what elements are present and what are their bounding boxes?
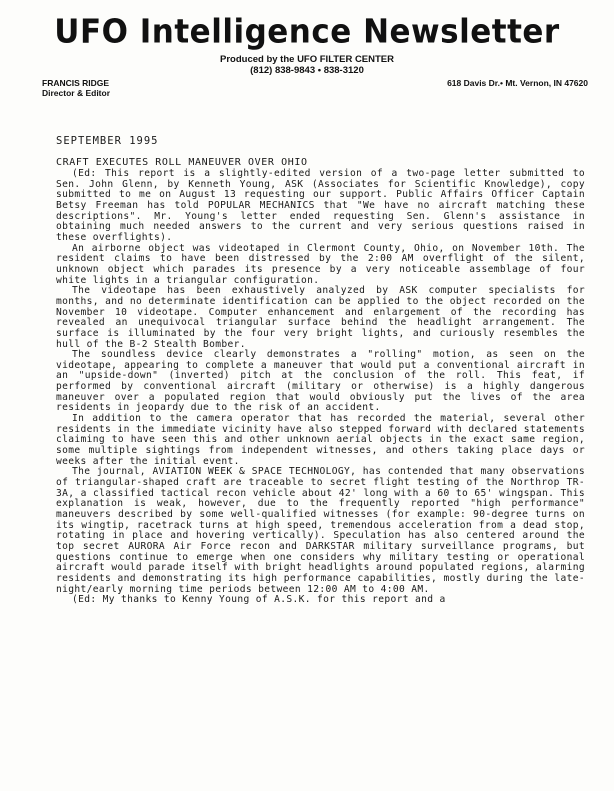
article-paragraph: The soundless device clearly demonstrates a "rolling" motion, as seen on the videotape, appearing to complete a maneuver that would put a conventional aircraft in an "upside-down" (inverted) pitch at the conclusion of the roll. This feat, if performed by conventional aircraft (military or otherwise) is a highly dangerous maneuver over a populated region that would obviously put the lives of the area residents in jeopardy due to the risk of an accident. (56, 349, 585, 414)
masthead-credits (0, 54, 614, 76)
article-headline: CRAFT EXECUTES ROLL MANEUVER OVER OHIO (56, 157, 308, 168)
produced-by-line: Produced by the UFO FILTER CENTER (220, 54, 394, 65)
mailing-address: 618 Davis Dr.• Mt. Vernon, IN 47620 (447, 78, 588, 88)
phone-numbers: (812) 838-9843 • 838-3120 (250, 65, 364, 76)
article-paragraph: (Ed: This report is a slightly-edited version of a two-page letter submitted to Sen. John Glenn, by Kenneth Young, ASK (Associates for Scientific Knowledge), copy submitted to me on August 13 requesting our support. Public Affairs Officer Captain Betsy Freeman has told POPULAR MECHANICS that "We have no aircraft matching these descriptions". Mr. Young's letter ended requesting Sen. Glenn's assistance in obtaining much needed answers to the current and very serious questions raised in these overflights). (56, 168, 585, 243)
article-paragraph: The journal, AVIATION WEEK & SPACE TECHNOLOGY, has contended that many observations of triangular-shaped craft are traceable to secret flight testing of the Northrop TR-3A, a classified tactical recon vehicle about 42' long with a 60 to 65' wingspan. This explanation is weak, however, due to the frequently reported "high performance" maneuvers described by some well-qualified witnesses (for example: 90-degree turns on its wingtip, racetrack turns at high speed, tremendous acceleration from a dead stop, rotating in place and hovering vertically). Speculation has also centered around the top secret AURORA Air Force recon and DARKSTAR military surveillance programs, but questions continue to emerge when one considers why military testing or operational aircraft would parade itself with bright headlights around populated regions, alarming residents and demonstrating its high performance capabilities, mostly during the late-night/early morning time periods between 12:00 AM to 4:00 AM. (56, 466, 585, 595)
article-paragraph: (Ed: My thanks to Kenny Young of A.S.K. for this report and a (72, 594, 446, 606)
article-paragraph: The videotape has been exhaustively analyzed by ASK computer specialists for months, and no determinate identification can be applied to the object recorded on the November 10 videotape. Computer enhancement and enlargement of the recording has revealed an unequivocal triangular surface behind the headlight arrangement. The surface is illuminated by the four very bright lights, and curiously resembles the hull of the B-2 Stealth Bomber. (56, 285, 585, 350)
editor-name: FRANCIS RIDGE (42, 78, 110, 88)
article-body (56, 169, 585, 606)
article-paragraph: In addition to the camera operator that has recorded the material, several other residents in the immediate vicinity have also stepped forward with declared statements claiming to have seen this and other unknown aerial objects in the exact same region, some multiple sightings from independent witnesses, and others taking place days or weeks after the initial event. (56, 413, 585, 467)
issue-date: SEPTEMBER 1995 (56, 135, 159, 147)
newsletter-title: UFO Intelligence Newsletter (54, 13, 560, 51)
editor-role: Director & Editor (42, 88, 111, 98)
editor-block (42, 78, 110, 98)
article-paragraph: An airborne object was videotaped in Clermont County, Ohio, on November 10th. The resident claims to have been distressed by the 2:00 AM overflight of the silent, unknown object which parades its presence by a very noticeable assemblage of four white lights in a triangular configuration. (56, 242, 585, 286)
